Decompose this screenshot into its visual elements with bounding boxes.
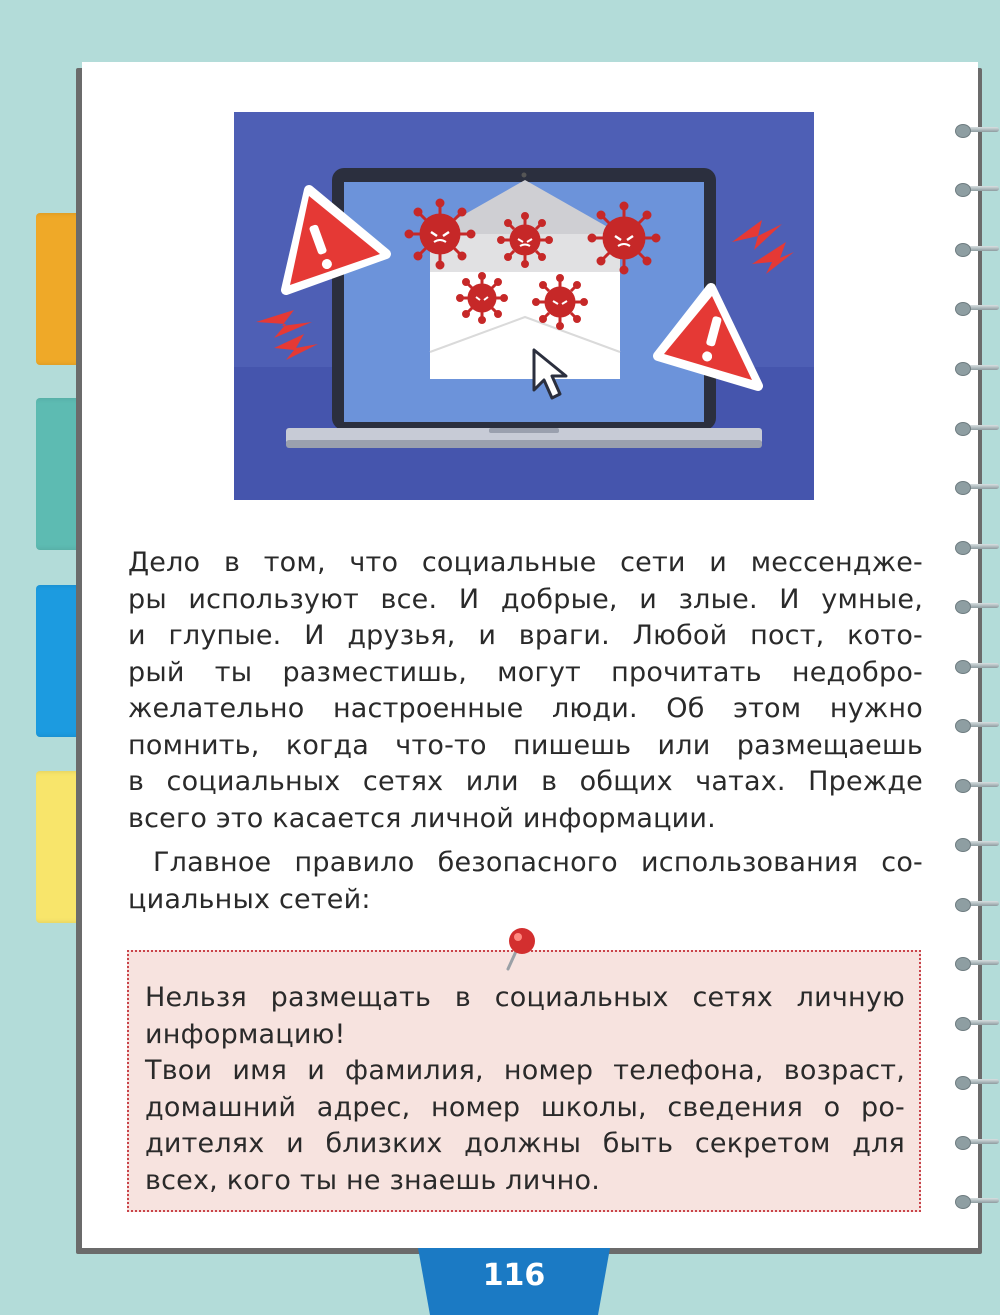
spiral-binding-icon <box>955 362 999 374</box>
text-line: помнить, когда что-то пишешь или размещаешь <box>128 729 923 761</box>
text-line: Твои имя и фамилия, номер телефона, возраст, <box>145 1055 905 1086</box>
rule-intro-paragraph <box>128 845 923 918</box>
spiral-binding-icon <box>955 719 999 731</box>
spiral-binding-icon <box>955 302 999 314</box>
text-line: рый ты разместишь, могут прочитать недобро- <box>128 656 923 688</box>
spiral-binding-icon <box>955 898 999 910</box>
virus-email-illustration <box>234 112 814 500</box>
text-line: и глупые. И друзья, и враги. Любой пост, кото- <box>128 620 923 651</box>
spiral-binding-icon <box>955 124 999 136</box>
text-line: Главное правило безопасного использования со- <box>153 847 923 878</box>
spiral-binding-icon <box>955 600 999 612</box>
rule-text <box>145 980 905 1199</box>
text-line: домашний адрес, номер школы, сведения о ро- <box>145 1091 905 1123</box>
text-line: информацию! <box>145 1018 346 1050</box>
text-line: в социальных сетях или в общих чатах. Прежде <box>128 766 923 797</box>
text-line: циальных сетей: <box>128 883 371 915</box>
spiral-binding-icon <box>955 243 999 255</box>
spiral-binding-icon <box>955 1076 999 1088</box>
spiral-binding-icon <box>955 481 999 493</box>
spiral-binding-icon <box>955 541 999 553</box>
spiral-binding-icon <box>955 660 999 672</box>
spiral-binding-icon <box>955 838 999 850</box>
text-line: Нельзя размещать в социальных сетях личную <box>145 982 905 1013</box>
text-line: дителях и близких должны быть секретом для <box>145 1128 905 1159</box>
spiral-binding-icon <box>955 957 999 969</box>
main-paragraph <box>128 545 923 837</box>
text-line: всех, кого ты не знаешь лично. <box>145 1164 600 1196</box>
spiral-binding-icon <box>955 1136 999 1148</box>
text-line: ры используют все. И добрые, и злые. И умные, <box>128 583 923 615</box>
text-line: всего это касается личной информации. <box>128 802 716 834</box>
spiral-binding-icon <box>955 779 999 791</box>
spiral-binding-icon <box>955 1017 999 1029</box>
text-line: желательно настроенные люди. Об этом нужно <box>128 693 923 724</box>
spiral-binding-icon <box>955 183 999 195</box>
pushpin-icon <box>496 925 546 975</box>
spiral-binding-icon <box>955 1195 999 1207</box>
page-number: 116 <box>482 1258 546 1293</box>
spiral-binding-icon <box>955 422 999 434</box>
text-line: Дело в том, что социальные сети и мессендже- <box>128 547 923 578</box>
